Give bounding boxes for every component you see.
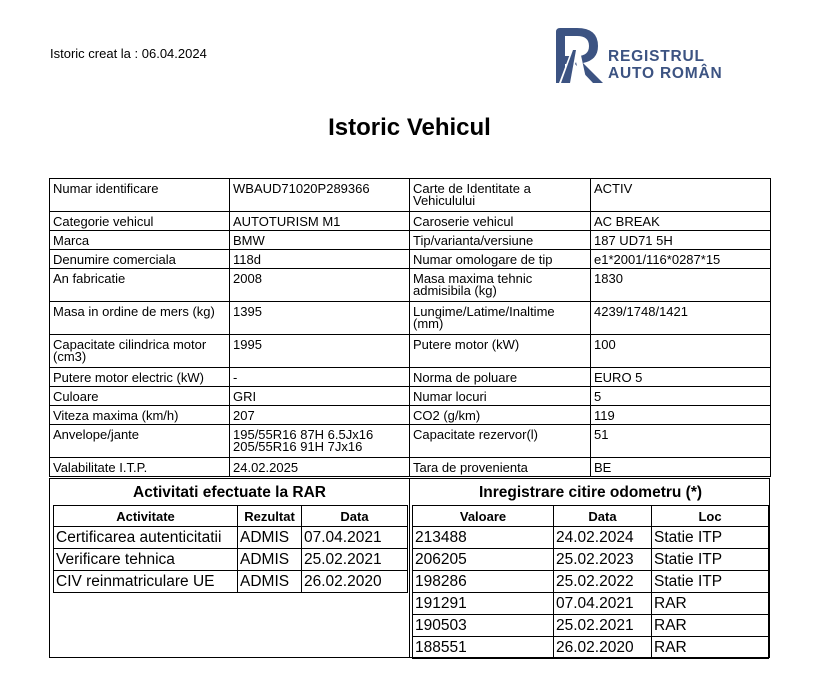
table-cell: RAR: [652, 637, 769, 659]
info-value: AC BREAK: [591, 212, 771, 231]
table-cell: 26.02.2020: [554, 637, 652, 659]
info-label: An fabricatie: [50, 269, 230, 302]
info-label: Caroserie vehicul: [410, 212, 591, 231]
records-section: [49, 478, 770, 658]
table-row: [54, 549, 408, 571]
info-value: 187 UD71 5H: [591, 231, 771, 250]
info-label: CO2 (g/km): [410, 406, 591, 425]
rar-logo: [553, 26, 733, 84]
table-cell: Certificarea autenticitatii: [54, 527, 238, 549]
page-title: Istoric Vehicul: [328, 114, 491, 141]
table-cell: RAR: [652, 615, 769, 637]
info-label: Putere motor (kW): [410, 335, 591, 368]
info-row: [50, 302, 771, 335]
info-value: GRI: [230, 387, 410, 406]
info-label: Carte de Identitate a Vehiculului: [410, 179, 591, 212]
table-row: [413, 615, 769, 637]
info-value: e1*2001/116*0287*15: [591, 250, 771, 269]
table-cell: 190503: [413, 615, 554, 637]
table-cell: 26.02.2020: [302, 571, 408, 593]
section-divider: [409, 479, 410, 657]
table-cell: Statie ITP: [652, 527, 769, 549]
odometer-column-header: Data: [554, 506, 652, 527]
info-value: 1395: [230, 302, 410, 335]
info-label: Anvelope/jante: [50, 425, 230, 458]
info-value: 100: [591, 335, 771, 368]
info-row: [50, 387, 771, 406]
table-cell: 25.02.2021: [554, 615, 652, 637]
info-row: [50, 458, 771, 477]
info-value: ACTIV: [591, 179, 771, 212]
activities-title: Activitati efectuate la RAR: [133, 484, 326, 501]
table-cell: Statie ITP: [652, 571, 769, 593]
info-label: Valabilitate I.T.P.: [50, 458, 230, 477]
info-value: 5: [591, 387, 771, 406]
odometer-column-header: Loc: [652, 506, 769, 527]
info-value: 207: [230, 406, 410, 425]
info-value: EURO 5: [591, 368, 771, 387]
info-value: 118d: [230, 250, 410, 269]
table-row: [413, 571, 769, 593]
info-row: [50, 406, 771, 425]
rar-logo-icon: [553, 26, 605, 84]
info-value: 119: [591, 406, 771, 425]
info-label: Marca: [50, 231, 230, 250]
table-row: [54, 571, 408, 593]
table-cell: 25.02.2023: [554, 549, 652, 571]
info-label: Categorie vehicul: [50, 212, 230, 231]
info-label: Norma de poluare: [410, 368, 591, 387]
info-row: [50, 269, 771, 302]
table-cell: 07.04.2021: [554, 593, 652, 615]
table-cell: ADMIS: [238, 549, 302, 571]
info-label: Lungime/Latime/Inaltime (mm): [410, 302, 591, 335]
table-row: [413, 527, 769, 549]
table-cell: 25.02.2021: [302, 549, 408, 571]
info-value: 51: [591, 425, 771, 458]
info-value: 4239/1748/1421: [591, 302, 771, 335]
info-label: Culoare: [50, 387, 230, 406]
table-cell: 07.04.2021: [302, 527, 408, 549]
info-value: BE: [591, 458, 771, 477]
info-value: -: [230, 368, 410, 387]
info-row: [50, 368, 771, 387]
table-cell: 198286: [413, 571, 554, 593]
info-value: 1995: [230, 335, 410, 368]
table-cell: RAR: [652, 593, 769, 615]
activities-column-header: Rezultat: [238, 506, 302, 527]
info-value: 1830: [591, 269, 771, 302]
activities-column-header: Activitate: [54, 506, 238, 527]
info-label: Tara de provenienta: [410, 458, 591, 477]
table-cell: 24.02.2024: [554, 527, 652, 549]
info-value: 2008: [230, 269, 410, 302]
info-value: 24.02.2025: [230, 458, 410, 477]
info-label: Tip/varianta/versiune: [410, 231, 591, 250]
info-label: Masa in ordine de mers (kg): [50, 302, 230, 335]
table-cell: 191291: [413, 593, 554, 615]
table-row: [413, 593, 769, 615]
activities-column-header: Data: [302, 506, 408, 527]
info-label: Numar identificare: [50, 179, 230, 212]
table-cell: Statie ITP: [652, 549, 769, 571]
info-value: AUTOTURISM M1: [230, 212, 410, 231]
info-value: 195/55R16 87H 6.5Jx16 205/55R16 91H 7Jx16: [230, 425, 410, 458]
info-row: [50, 212, 771, 231]
table-cell: CIV reinmatriculare UE: [54, 571, 238, 593]
info-label: Capacitate rezervor(l): [410, 425, 591, 458]
table-cell: 206205: [413, 549, 554, 571]
table-cell: ADMIS: [238, 527, 302, 549]
table-row: [413, 637, 769, 659]
info-label: Numar locuri: [410, 387, 591, 406]
info-label: Viteza maxima (km/h): [50, 406, 230, 425]
info-row: [50, 179, 771, 212]
info-label: Masa maxima tehnic admisibila (kg): [410, 269, 591, 302]
table-cell: ADMIS: [238, 571, 302, 593]
table-cell: 188551: [413, 637, 554, 659]
table-cell: 25.02.2022: [554, 571, 652, 593]
odometer-column-header: Valoare: [413, 506, 554, 527]
odometer-table: [412, 505, 769, 659]
table-cell: Verificare tehnica: [54, 549, 238, 571]
info-label: Capacitate cilindrica motor (cm3): [50, 335, 230, 368]
info-label: Numar omologare de tip: [410, 250, 591, 269]
table-row: [54, 527, 408, 549]
info-row: [50, 231, 771, 250]
rar-logo-text: REGISTRUL AUTO ROMÂN: [608, 48, 723, 82]
vehicle-info-table: [49, 178, 771, 477]
info-value: BMW: [230, 231, 410, 250]
info-label: Putere motor electric (kW): [50, 368, 230, 387]
info-row: [50, 335, 771, 368]
table-cell: 213488: [413, 527, 554, 549]
table-row: [413, 549, 769, 571]
info-row: [50, 250, 771, 269]
odometer-title: Inregistrare citire odometru (*): [478, 484, 703, 501]
info-row: [50, 425, 771, 458]
info-label: Denumire comerciala: [50, 250, 230, 269]
history-created-date: Istoric creat la : 06.04.2024: [50, 46, 207, 61]
info-value: WBAUD71020P289366: [230, 179, 410, 212]
activities-table: [53, 505, 408, 593]
